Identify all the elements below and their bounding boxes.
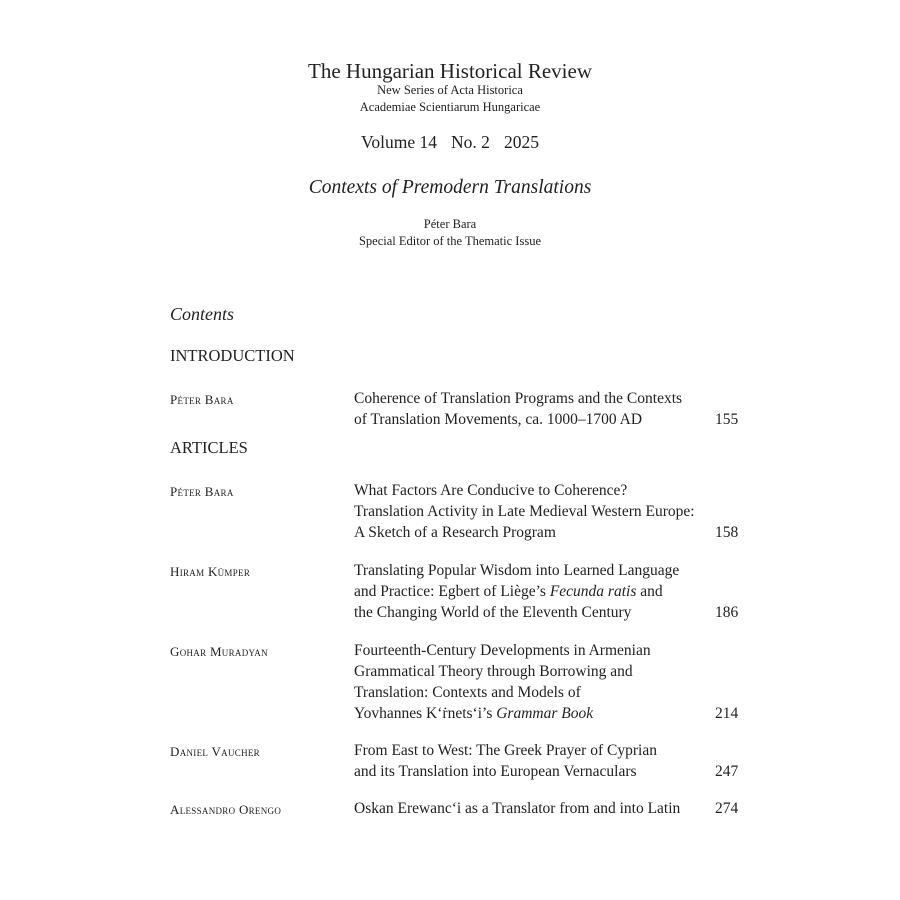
entry-title-line: A Sketch of a Research Program [354,524,556,541]
journal-title: The Hungarian Historical Review [308,59,592,83]
entry-title-line: of Translation Movements, ca. 1000–1700 AD [354,411,643,428]
issue-number: No. 2 [451,132,490,152]
entry-author: Daniel Vaucher [170,744,260,759]
entry-title-line: Fourteenth-Century Developments in Armenian [354,642,651,659]
entry-page-number: 247 [715,763,739,780]
entry-title-text: and Practice: Egbert of Liège’s [354,583,546,600]
issue-year: 2025 [503,132,539,152]
section-heading-introduction: INTRODUCTION [170,346,295,365]
entry-page-number: 155 [715,411,739,428]
entry-author: Hiram Kümper [170,564,251,579]
entry-title-line: Translation: Contexts and Models of [354,684,581,701]
entry-title-line: What Factors Are Conducive to Coherence? [354,482,628,499]
series-line-1: New Series of Acta Historica [377,83,523,97]
entry-page-number: 214 [715,705,739,722]
editor-name: Péter Bara [423,217,477,231]
entry-title-text: Yovhannes K‘ṙnets‘i’s [354,705,493,722]
entry-page-number: 158 [715,524,739,541]
entry-title-line [354,583,663,601]
entry-title-line: Coherence of Translation Programs and the Contexts [354,390,683,407]
entry-title-line: the Changing World of the Eleventh Century [354,604,632,621]
entry-title-italic: Grammar Book [496,705,594,722]
entry-author: Péter Bara [170,484,234,499]
entry-title-line [354,705,593,723]
entry-title-line: From East to West: The Greek Prayer of Cyprian [354,742,657,759]
volume-label: Volume 14 [361,132,438,152]
section-heading-articles: ARTICLES [170,438,248,457]
volume-line [0,132,900,153]
issue-title: Contexts of Premodern Translations [308,177,592,198]
entry-title-italic: Fecunda ratis [549,583,637,600]
entry-title-line: Grammatical Theory through Borrowing and [354,663,633,680]
editor-role: Special Editor of the Thematic Issue [358,234,541,248]
entry-title-text: and [640,583,663,600]
entry-author: Gohar Muradyan [170,644,268,659]
entry-title-line: and its Translation into European Vernaculars [354,763,637,780]
entry-author: Alessandro Orengo [170,802,282,817]
entry-title-line: Translation Activity in Late Medieval Western Europe: [354,503,695,520]
entry-page-number: 186 [715,604,739,621]
entry-title-line: Oskan Erewanc‘i as a Translator from and into Latin [354,800,681,817]
entry-title-line: Translating Popular Wisdom into Learned Language [354,562,680,579]
series-line-2: Academiae Scientiarum Hungaricae [359,100,541,114]
entry-author: Péter Bara [170,392,234,407]
contents-heading: Contents [170,304,235,324]
entry-page-number: 274 [715,800,739,817]
